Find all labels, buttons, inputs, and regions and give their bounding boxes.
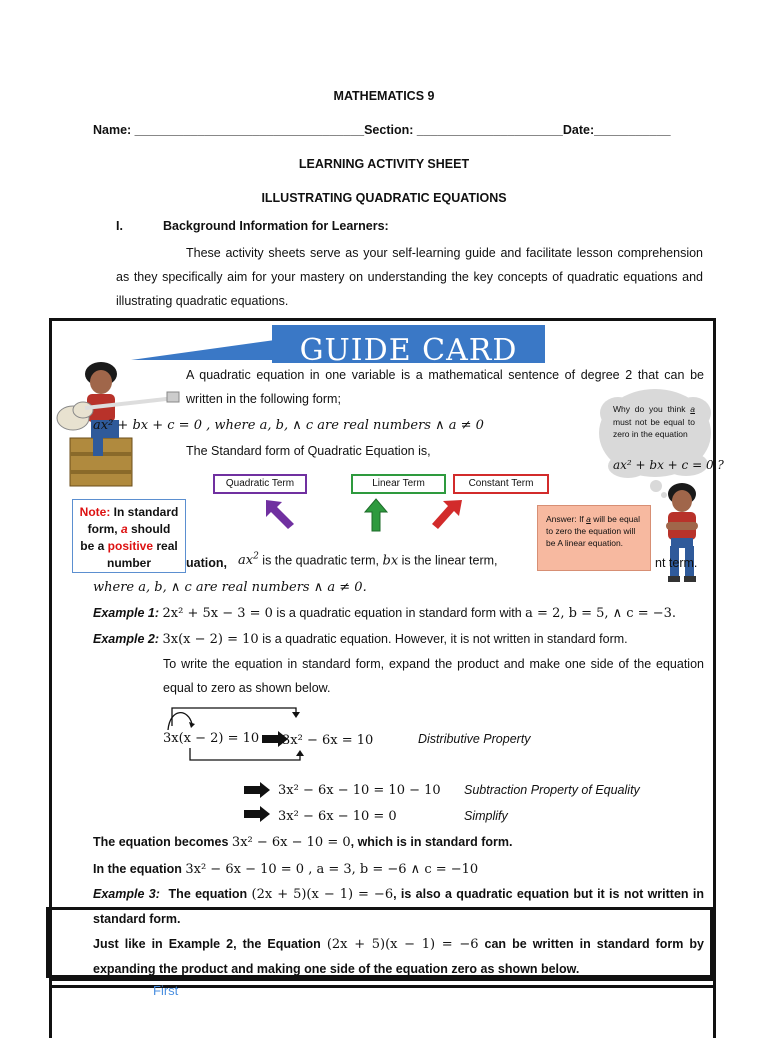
constant-term-box: Constant Term: [453, 474, 549, 494]
just-like-post: can be written in standard form by expanding the product and making one side of the equation zero as shown below.: [93, 937, 704, 976]
becomes-post: , which is in standard form.: [350, 835, 513, 849]
ex3-pre: The equation: [168, 887, 252, 901]
note-p3: real number: [106, 539, 178, 570]
bubble-equation: ax² + bx + c = 0 ?: [613, 458, 724, 472]
answer-text-before: Answer: If: [546, 514, 587, 524]
where-line: where a, b, ∧ c are real numbers ∧ a ≠ 0.: [93, 580, 367, 595]
name-section-date-line[interactable]: Name: _________________________________Section: _____________________Date:___________: [93, 123, 671, 137]
becomes-line: [93, 835, 512, 850]
note-p1: In standard form,: [87, 505, 179, 536]
step3-eq: 3x² − 6x − 10 = 0: [278, 809, 397, 824]
example2-instructions: To write the equation in standard form, expand the product and make one side of the equation equal to zero as shown below.: [163, 657, 704, 695]
example1: [93, 606, 676, 621]
ex1-text: is a quadratic equation in standard form with: [272, 606, 526, 620]
background-paragraph: These activity sheets serve as your self-learning guide and facilitate lesson comprehension as they specifically aim for your mastery on understanding the key concepts of quadratic equations and illustrating quadratic equations.: [116, 246, 703, 308]
just-like-paragraph: [93, 932, 704, 976]
bubble-text-before: Why do you think: [613, 404, 691, 414]
quadratic-term-box: Quadratic Term: [213, 474, 307, 494]
ex2-label: Example 2:: [93, 632, 160, 646]
step3-property: Simplify: [464, 809, 508, 823]
answer-a: a: [586, 514, 591, 524]
red-arrow-icon: [430, 498, 466, 530]
ex3-post: , is also a quadratic equation but it is not written in standard form.: [93, 887, 705, 926]
standard-form-intro: The Standard form of Quadratic Equation is,: [186, 444, 431, 458]
becomes-pre: The equation becomes: [93, 835, 232, 849]
example2: [93, 632, 628, 647]
ex2-text: is a quadratic equation. However, it is not written in standard form.: [258, 632, 628, 646]
thought-bubble-text: [613, 403, 695, 441]
in-equation-line: [93, 862, 478, 877]
note-box: [72, 499, 186, 573]
answer-text-after: will be equal to zero the equation will be A linear equation.: [546, 514, 641, 548]
section-heading: Background Information for Learners:: [163, 219, 389, 233]
first-label: First: [153, 983, 179, 998]
step2-property: Subtraction Property of Equality: [464, 783, 640, 797]
topic-title: ILLUSTRATING QUADRATIC EQUATIONS: [261, 191, 507, 205]
ex2-eq: 3x(x − 2) = 10: [162, 632, 259, 647]
answer-box: [537, 505, 651, 571]
step1-left: 3x(x − 2) = 10: [163, 731, 260, 746]
step2-arrow-icon: [244, 782, 270, 798]
example3: [93, 882, 704, 931]
step1-property: Distributive Property: [418, 732, 531, 746]
in-eq-fragment: uation,: [186, 556, 227, 570]
ex3-label: Example 3:: [93, 887, 160, 901]
subject-title: MATHEMATICS 9: [333, 89, 435, 103]
in-eq-pre: In the equation: [93, 862, 186, 876]
first-frame: [49, 978, 716, 1038]
step2-eq: 3x² − 6x − 10 = 10 − 10: [278, 783, 441, 798]
note-label: Note:: [79, 505, 111, 519]
section-numeral: I.: [116, 219, 123, 233]
purple-arrow-icon: [262, 498, 298, 530]
note-a: a: [120, 522, 128, 536]
in-eq-val: 3x² − 6x − 10 = 0 , a = 3, b = −6 ∧ c = −10: [185, 862, 479, 877]
definition-text: A quadratic equation in one variable is a mathematical sentence of degree 2 that can be written in the following form;: [186, 368, 704, 406]
linear-term-box: Linear Term: [351, 474, 446, 494]
note-p2: should be a: [80, 522, 171, 553]
ex1-label: Example 1:: [93, 606, 160, 620]
just-like-pre: Just like in Example 2, the Equation: [93, 937, 327, 951]
bubble-text-after: must not be equal to zero in the equation: [613, 416, 695, 439]
guide-card-title: GUIDE CARD: [299, 333, 518, 368]
becomes-eq: 3x² − 6x − 10 = 0: [231, 835, 351, 850]
linear-term-text: is the linear term,: [398, 553, 498, 568]
ex3-eq: (2x + 5)(x − 1) = −6: [251, 887, 394, 902]
just-like-eq: (2x + 5)(x − 1) = −6: [326, 937, 479, 952]
ex1-eq: 2x² + 5x − 3 = 0: [162, 606, 273, 621]
guide-card-banner: [272, 325, 545, 368]
ex1-values: a = 2, b = 5, ∧ c = −3.: [525, 606, 677, 621]
sheet-title: LEARNING ACTIVITY SHEET: [298, 157, 470, 171]
step3-arrow-icon: [244, 806, 270, 822]
general-form-equation: ax² + bx + c = 0 , where a, b, ∧ c are real numbers ∧ a ≠ 0: [93, 418, 484, 433]
step1-right: 3x² − 6x = 10: [282, 733, 374, 748]
constant-fragment: nt term.: [655, 556, 698, 570]
green-arrow-icon: [364, 498, 388, 532]
terms-explain-line: $ax^2$ is the quadratic term, bx is the linear term,: [238, 552, 498, 569]
bubble-a: a: [690, 404, 695, 414]
note-positive: positive: [107, 539, 154, 553]
quad-term-text: is the quadratic term,: [258, 553, 383, 568]
